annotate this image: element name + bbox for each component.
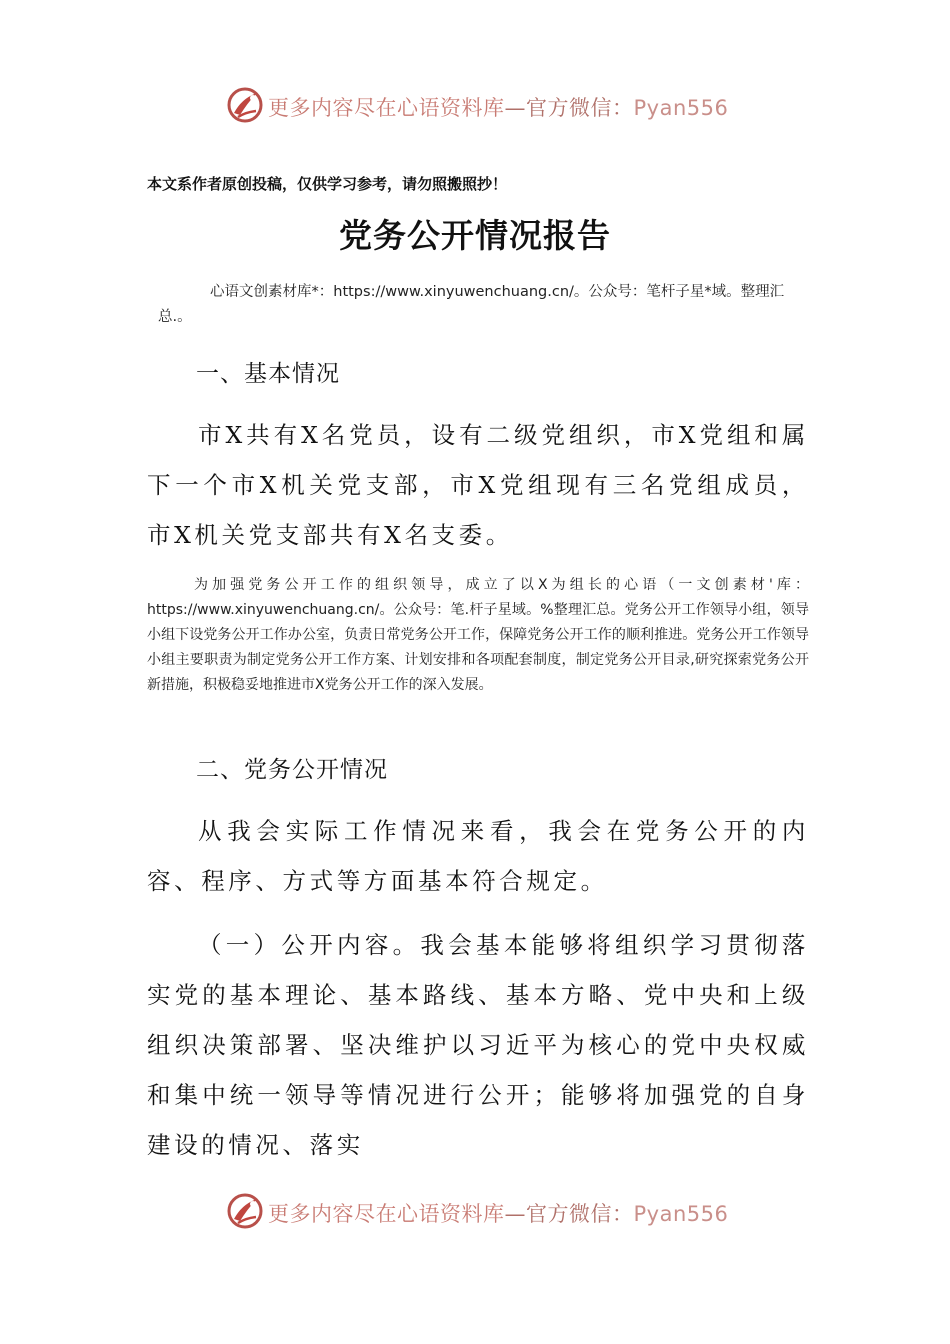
section-heading-1: 一、基本情况 (196, 361, 340, 387)
header-watermark-banner (0, 84, 950, 128)
banner-text-id: Pyan556 (633, 1202, 729, 1226)
brush-logo-icon (226, 86, 264, 124)
source-line: 心语文创素材库*：https://www.xinyuwenchuang.cn/。公众号：笔杆子星*域。整理汇总.。 (158, 284, 785, 325)
section-heading-2: 二、党务公开情况 (196, 757, 388, 783)
section-2-paragraph: 从我会实际工作情况来看，我会在党务公开的内容、程序、方式等方面基本符合规定。 (147, 817, 809, 895)
page-title: 党务公开情况报告 (339, 216, 611, 255)
banner-text-id: Pyan556 (633, 96, 729, 120)
banner-text-main: 更多内容尽在心语资料库 (268, 1202, 505, 1226)
brush-logo-icon (226, 1192, 264, 1230)
section-2-sub-paragraph: （一）公开内容。我会基本能够将组织学习贯彻落实党的基本理论、基本路线、基本方略、党中央和上级组织决策部署、坚决维护以习近平为核心的党中央权威和集中统一领导等情况进行公开；能够将加强党的自身建设的情况、落实 (147, 931, 809, 1159)
section-1-paragraph: 市X共有X名党员，设有二级党组织，市X党组和属下一个市X机关党支部，市X党组现有三名党组成员，市X机关党支部共有X名支委。 (147, 421, 809, 549)
banner-text-wechat: —官方微信： (504, 1202, 634, 1226)
banner-text (268, 92, 728, 122)
banner-text (268, 1198, 728, 1228)
section-1-note: 为加强党务公开工作的组织领导，成立了以X为组长的心语（一文创素材'库：https://www.xinyuwenchuang.cn/。公众号：笔.杆子星域。%整理汇总。党务公开工作领导小组，领导小组下设党务公开工作办公室，负责日常党务公开工作，保障党务公开工作的顺利推进。党务公开工作领导小组主要职责为制定党务公开工作方案、计划安排和各项配套制度，制定党务公开目录,研究探索党务公开新措施，积极稳妥地推进市X党务公开工作的深入发展。 (147, 577, 809, 693)
banner-text-wechat: —官方微信： (504, 96, 634, 120)
footer-watermark-banner (0, 1190, 950, 1234)
banner-text-main: 更多内容尽在心语资料库 (268, 96, 505, 120)
copyright-notice: 本文系作者原创投稿，仅供学习参考，请勿照搬照抄！ (147, 175, 508, 193)
